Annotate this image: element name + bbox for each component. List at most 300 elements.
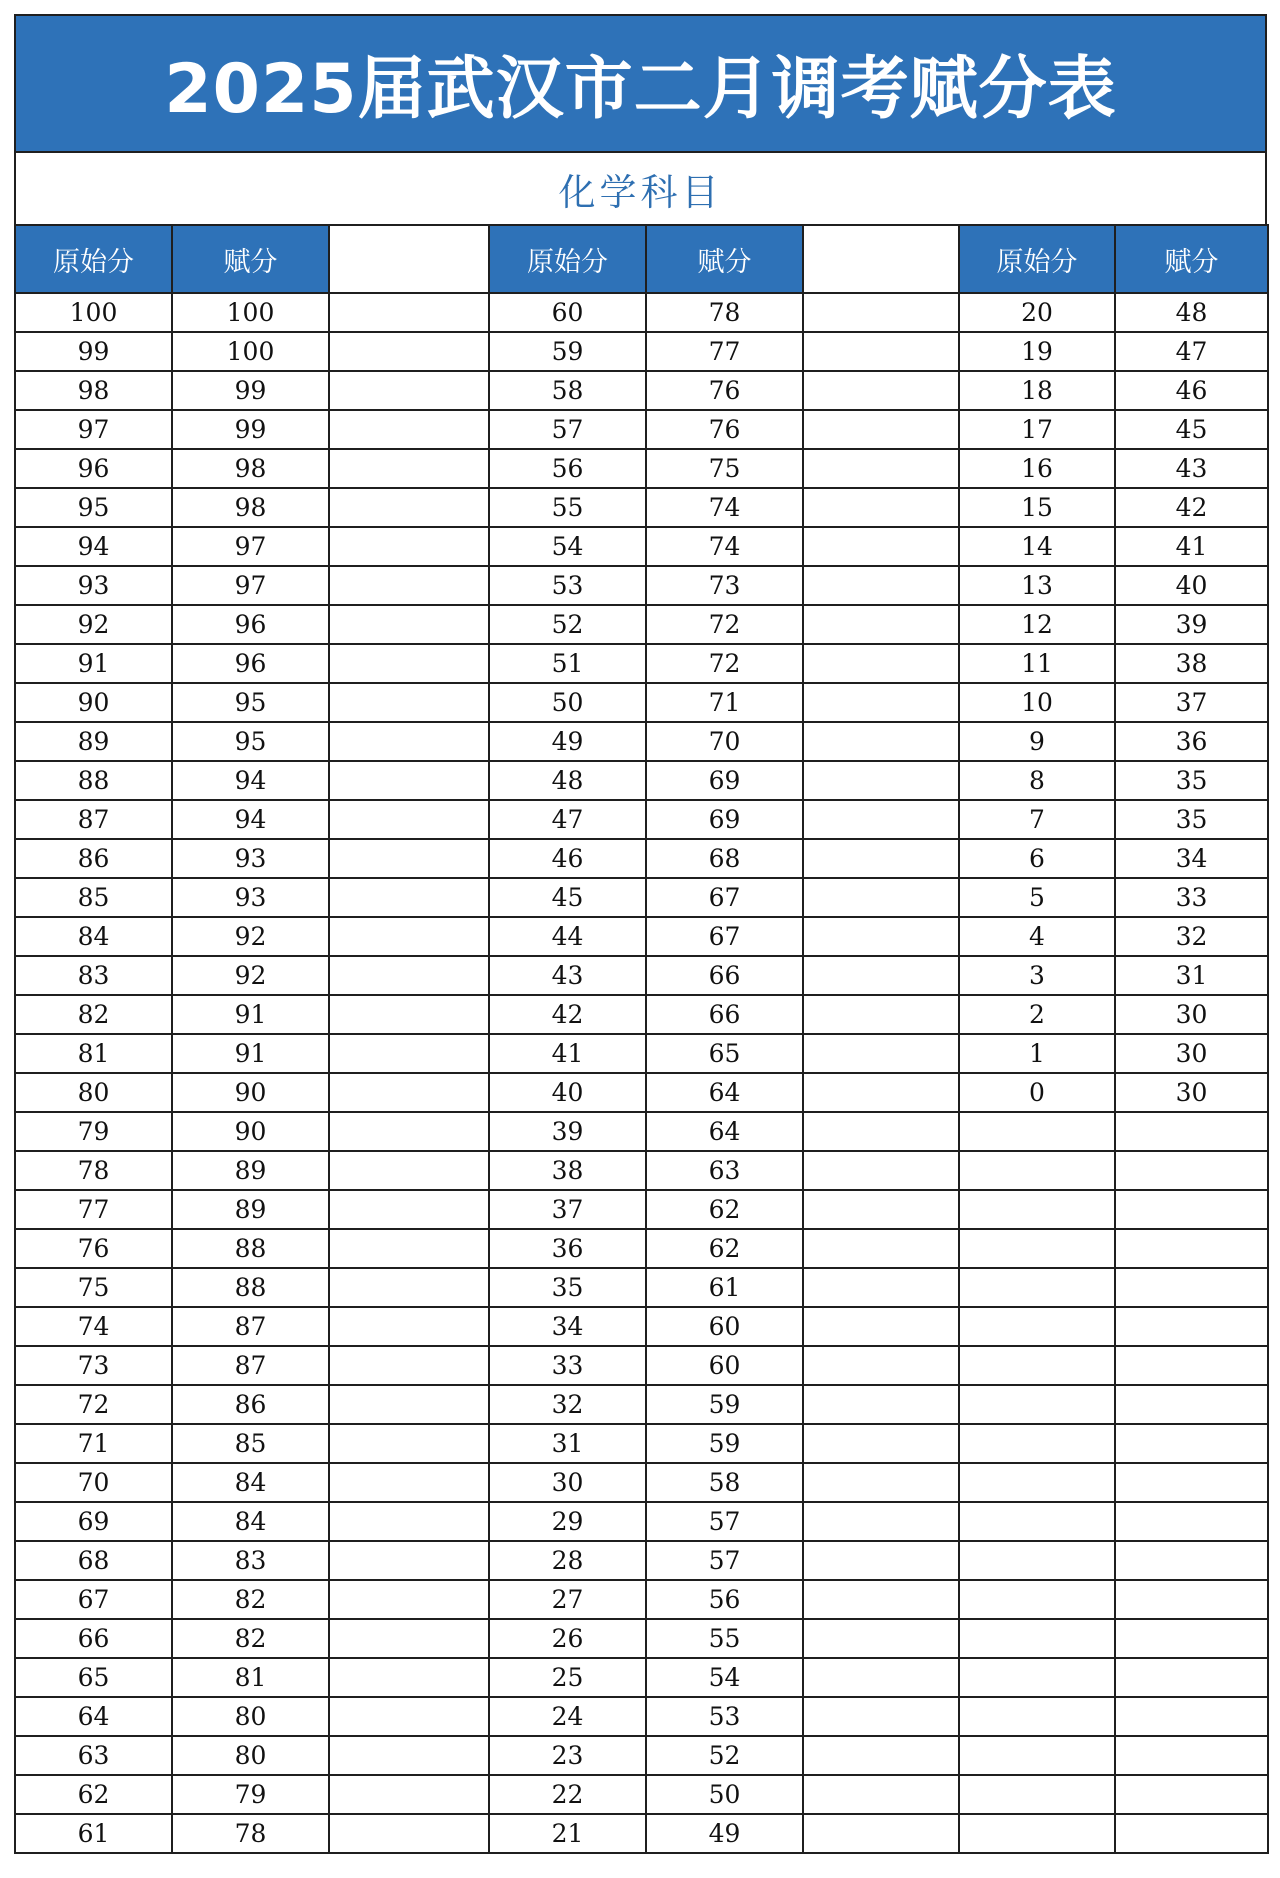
scaled-score-cell: 41 xyxy=(1115,527,1268,566)
spacer-cell xyxy=(803,1268,959,1307)
raw-score-cell: 28 xyxy=(489,1541,646,1580)
spacer-cell xyxy=(329,1541,489,1580)
table-row xyxy=(15,1541,1268,1580)
scaled-score-cell: 30 xyxy=(1115,995,1268,1034)
scaled-score-cell: 94 xyxy=(172,800,329,839)
raw-score-cell xyxy=(959,1736,1115,1775)
raw-score-cell: 39 xyxy=(489,1112,646,1151)
spacer-cell xyxy=(803,1736,959,1775)
raw-score-cell: 35 xyxy=(489,1268,646,1307)
spacer-cell xyxy=(803,1385,959,1424)
spacer-cell xyxy=(803,1424,959,1463)
scaled-score-cell: 52 xyxy=(646,1736,803,1775)
scaled-score-cell: 66 xyxy=(646,956,803,995)
raw-score-cell: 48 xyxy=(489,761,646,800)
scaled-score-cell: 50 xyxy=(646,1775,803,1814)
spacer-cell xyxy=(329,1229,489,1268)
scaled-score-cell: 74 xyxy=(646,488,803,527)
scaled-score-cell xyxy=(1115,1424,1268,1463)
raw-score-cell: 34 xyxy=(489,1307,646,1346)
table-row xyxy=(15,1112,1268,1151)
raw-score-cell: 9 xyxy=(959,722,1115,761)
spacer-cell xyxy=(329,1463,489,1502)
raw-score-cell xyxy=(959,1697,1115,1736)
table-row xyxy=(15,332,1268,371)
scaled-score-cell: 64 xyxy=(646,1073,803,1112)
spacer-cell xyxy=(329,1268,489,1307)
scaled-score-cell: 35 xyxy=(1115,800,1268,839)
spacer-cell xyxy=(329,1775,489,1814)
raw-score-cell: 83 xyxy=(15,956,172,995)
spacer-cell xyxy=(329,1658,489,1697)
table-row xyxy=(15,1658,1268,1697)
scaled-score-cell: 60 xyxy=(646,1307,803,1346)
scaled-score-cell xyxy=(1115,1580,1268,1619)
spacer-cell xyxy=(803,1073,959,1112)
scaled-score-cell: 97 xyxy=(172,527,329,566)
raw-score-cell: 37 xyxy=(489,1190,646,1229)
raw-score-cell: 31 xyxy=(489,1424,646,1463)
scaled-score-cell: 55 xyxy=(646,1619,803,1658)
scaled-score-cell: 99 xyxy=(172,410,329,449)
scaled-score-cell: 82 xyxy=(172,1619,329,1658)
scaled-score-cell: 78 xyxy=(172,1814,329,1853)
scaled-score-cell: 67 xyxy=(646,917,803,956)
raw-score-cell: 59 xyxy=(489,332,646,371)
spacer-cell xyxy=(329,1580,489,1619)
spacer-cell xyxy=(803,722,959,761)
scaled-score-cell: 90 xyxy=(172,1073,329,1112)
spacer-cell xyxy=(803,527,959,566)
raw-score-cell xyxy=(959,1424,1115,1463)
spacer-cell xyxy=(803,800,959,839)
scaled-score-cell: 43 xyxy=(1115,449,1268,488)
scaled-score-cell xyxy=(1115,1112,1268,1151)
scaled-score-cell: 88 xyxy=(172,1268,329,1307)
raw-score-cell: 74 xyxy=(15,1307,172,1346)
spacer-cell xyxy=(803,1190,959,1229)
spacer-cell xyxy=(329,1346,489,1385)
raw-score-cell xyxy=(959,1658,1115,1697)
raw-score-cell xyxy=(959,1619,1115,1658)
table-row xyxy=(15,1346,1268,1385)
raw-score-cell: 32 xyxy=(489,1385,646,1424)
table-row xyxy=(15,1424,1268,1463)
raw-score-cell xyxy=(959,1385,1115,1424)
raw-score-cell: 36 xyxy=(489,1229,646,1268)
table-row xyxy=(15,1073,1268,1112)
raw-score-cell: 51 xyxy=(489,644,646,683)
scaled-score-cell xyxy=(1115,1658,1268,1697)
scaled-score-cell: 86 xyxy=(172,1385,329,1424)
scaled-score-cell: 90 xyxy=(172,1112,329,1151)
subject-row xyxy=(14,153,1267,225)
raw-score-cell xyxy=(959,1580,1115,1619)
raw-score-cell: 57 xyxy=(489,410,646,449)
scaled-score-cell: 33 xyxy=(1115,878,1268,917)
spacer-cell xyxy=(329,566,489,605)
spacer-cell xyxy=(803,1775,959,1814)
scaled-score-cell: 62 xyxy=(646,1190,803,1229)
scaled-score-cell: 70 xyxy=(646,722,803,761)
table-row xyxy=(15,1619,1268,1658)
scaled-score-cell xyxy=(1115,1814,1268,1853)
table-row xyxy=(15,1307,1268,1346)
table-row xyxy=(15,1385,1268,1424)
scaled-score-cell: 54 xyxy=(646,1658,803,1697)
spacer-cell xyxy=(329,956,489,995)
scaled-score-cell: 47 xyxy=(1115,332,1268,371)
raw-score-cell: 88 xyxy=(15,761,172,800)
header-raw-score-1: 原始分 xyxy=(15,225,172,293)
table-row xyxy=(15,1229,1268,1268)
scaled-score-cell: 60 xyxy=(646,1346,803,1385)
spacer-cell xyxy=(803,1658,959,1697)
raw-score-cell: 14 xyxy=(959,527,1115,566)
spacer-cell xyxy=(329,1151,489,1190)
spacer-cell xyxy=(803,1619,959,1658)
scaled-score-cell: 92 xyxy=(172,956,329,995)
table-row xyxy=(15,800,1268,839)
spacer-cell xyxy=(329,1385,489,1424)
raw-score-cell: 82 xyxy=(15,995,172,1034)
raw-score-cell: 56 xyxy=(489,449,646,488)
spacer-cell xyxy=(329,761,489,800)
raw-score-cell: 60 xyxy=(489,293,646,332)
scaled-score-cell: 98 xyxy=(172,449,329,488)
header-scaled-score-3: 赋分 xyxy=(1115,225,1268,293)
scaled-score-cell xyxy=(1115,1307,1268,1346)
spacer-cell xyxy=(803,332,959,371)
scaled-score-cell: 57 xyxy=(646,1502,803,1541)
scaled-score-cell: 59 xyxy=(646,1385,803,1424)
raw-score-cell: 58 xyxy=(489,371,646,410)
scaled-score-cell: 85 xyxy=(172,1424,329,1463)
raw-score-cell: 25 xyxy=(489,1658,646,1697)
spacer-cell xyxy=(329,293,489,332)
spacer-cell xyxy=(329,332,489,371)
scaled-score-cell xyxy=(1115,1697,1268,1736)
scaled-score-cell: 100 xyxy=(172,332,329,371)
scaled-score-cell: 72 xyxy=(646,644,803,683)
scaled-score-cell: 89 xyxy=(172,1190,329,1229)
spacer-cell xyxy=(329,527,489,566)
scaled-score-cell: 76 xyxy=(646,410,803,449)
scaled-score-cell: 77 xyxy=(646,332,803,371)
raw-score-cell: 11 xyxy=(959,644,1115,683)
scaled-score-cell: 42 xyxy=(1115,488,1268,527)
scaled-score-cell: 100 xyxy=(172,293,329,332)
scaled-score-cell xyxy=(1115,1151,1268,1190)
raw-score-cell: 44 xyxy=(489,917,646,956)
spacer-cell xyxy=(329,449,489,488)
raw-score-cell: 47 xyxy=(489,800,646,839)
raw-score-cell: 8 xyxy=(959,761,1115,800)
scaled-score-cell: 30 xyxy=(1115,1073,1268,1112)
spacer-cell xyxy=(329,1619,489,1658)
spacer-cell xyxy=(803,1463,959,1502)
header-raw-score-3: 原始分 xyxy=(959,225,1115,293)
raw-score-cell: 23 xyxy=(489,1736,646,1775)
spacer-cell xyxy=(803,644,959,683)
raw-score-cell: 73 xyxy=(15,1346,172,1385)
raw-score-cell: 84 xyxy=(15,917,172,956)
spacer-cell xyxy=(803,839,959,878)
scaled-score-cell: 40 xyxy=(1115,566,1268,605)
scaled-score-cell: 94 xyxy=(172,761,329,800)
raw-score-cell: 30 xyxy=(489,1463,646,1502)
scaled-score-cell: 73 xyxy=(646,566,803,605)
table-row xyxy=(15,1034,1268,1073)
table-row xyxy=(15,293,1268,332)
raw-score-cell: 97 xyxy=(15,410,172,449)
scaled-score-cell: 53 xyxy=(646,1697,803,1736)
spacer-cell xyxy=(803,761,959,800)
raw-score-cell: 86 xyxy=(15,839,172,878)
raw-score-cell: 17 xyxy=(959,410,1115,449)
raw-score-cell: 27 xyxy=(489,1580,646,1619)
subject-title: 化学科目 xyxy=(558,171,723,214)
scaled-score-cell: 96 xyxy=(172,644,329,683)
table-row xyxy=(15,488,1268,527)
table-row xyxy=(15,1151,1268,1190)
scaled-score-cell: 74 xyxy=(646,527,803,566)
scaled-score-cell: 97 xyxy=(172,566,329,605)
raw-score-cell: 2 xyxy=(959,995,1115,1034)
scaled-score-cell: 37 xyxy=(1115,683,1268,722)
raw-score-cell: 20 xyxy=(959,293,1115,332)
spacer-cell xyxy=(329,605,489,644)
raw-score-cell: 22 xyxy=(489,1775,646,1814)
raw-score-cell: 100 xyxy=(15,293,172,332)
raw-score-cell: 98 xyxy=(15,371,172,410)
scaled-score-cell: 81 xyxy=(172,1658,329,1697)
table-row xyxy=(15,1775,1268,1814)
raw-score-cell: 40 xyxy=(489,1073,646,1112)
header-spacer-2 xyxy=(803,225,959,293)
raw-score-cell xyxy=(959,1502,1115,1541)
scaled-score-cell: 66 xyxy=(646,995,803,1034)
title-banner xyxy=(14,14,1267,153)
raw-score-cell: 68 xyxy=(15,1541,172,1580)
scaled-score-cell: 67 xyxy=(646,878,803,917)
raw-score-cell: 79 xyxy=(15,1112,172,1151)
scaled-score-cell: 61 xyxy=(646,1268,803,1307)
spacer-cell xyxy=(803,1229,959,1268)
scaled-score-cell: 88 xyxy=(172,1229,329,1268)
spacer-cell xyxy=(329,1502,489,1541)
spacer-cell xyxy=(803,293,959,332)
scaled-score-cell xyxy=(1115,1229,1268,1268)
table-row xyxy=(15,1814,1268,1853)
spacer-cell xyxy=(329,683,489,722)
scaled-score-cell: 78 xyxy=(646,293,803,332)
table-row xyxy=(15,722,1268,761)
raw-score-cell: 1 xyxy=(959,1034,1115,1073)
raw-score-cell xyxy=(959,1151,1115,1190)
table-row xyxy=(15,1268,1268,1307)
score-table xyxy=(14,224,1269,1854)
spacer-cell xyxy=(329,1697,489,1736)
spacer-cell xyxy=(329,839,489,878)
scaled-score-cell: 39 xyxy=(1115,605,1268,644)
spacer-cell xyxy=(803,1034,959,1073)
header-spacer-1 xyxy=(329,225,489,293)
spacer-cell xyxy=(803,1151,959,1190)
table-row xyxy=(15,1190,1268,1229)
page-title: 2025届武汉市二月调考赋分表 xyxy=(164,50,1117,129)
spacer-cell xyxy=(803,1580,959,1619)
scaled-score-cell: 96 xyxy=(172,605,329,644)
spacer-cell xyxy=(329,722,489,761)
raw-score-cell: 49 xyxy=(489,722,646,761)
raw-score-cell: 0 xyxy=(959,1073,1115,1112)
scaled-score-cell xyxy=(1115,1502,1268,1541)
raw-score-cell: 38 xyxy=(489,1151,646,1190)
scaled-score-cell: 49 xyxy=(646,1814,803,1853)
raw-score-cell: 13 xyxy=(959,566,1115,605)
scaled-score-cell: 72 xyxy=(646,605,803,644)
raw-score-cell xyxy=(959,1814,1115,1853)
spacer-cell xyxy=(803,683,959,722)
spacer-cell xyxy=(329,1190,489,1229)
scaled-score-cell xyxy=(1115,1541,1268,1580)
raw-score-cell xyxy=(959,1346,1115,1385)
scaled-score-cell: 92 xyxy=(172,917,329,956)
scaled-score-cell xyxy=(1115,1736,1268,1775)
raw-score-cell: 95 xyxy=(15,488,172,527)
score-table-body xyxy=(15,293,1268,1853)
table-row xyxy=(15,995,1268,1034)
table-row xyxy=(15,605,1268,644)
raw-score-cell: 21 xyxy=(489,1814,646,1853)
spacer-cell xyxy=(329,1034,489,1073)
scaled-score-cell: 31 xyxy=(1115,956,1268,995)
spacer-cell xyxy=(329,1736,489,1775)
raw-score-cell: 50 xyxy=(489,683,646,722)
scaled-score-cell: 98 xyxy=(172,488,329,527)
spacer-cell xyxy=(329,1112,489,1151)
scaled-score-cell: 58 xyxy=(646,1463,803,1502)
raw-score-cell xyxy=(959,1307,1115,1346)
spacer-cell xyxy=(803,995,959,1034)
spacer-cell xyxy=(803,449,959,488)
scaled-score-cell xyxy=(1115,1385,1268,1424)
scaled-score-cell: 57 xyxy=(646,1541,803,1580)
raw-score-cell: 42 xyxy=(489,995,646,1034)
spacer-cell xyxy=(329,917,489,956)
scaled-score-cell: 30 xyxy=(1115,1034,1268,1073)
spacer-cell xyxy=(803,1541,959,1580)
raw-score-cell: 54 xyxy=(489,527,646,566)
scaled-score-cell: 89 xyxy=(172,1151,329,1190)
scaled-score-cell: 56 xyxy=(646,1580,803,1619)
header-scaled-score-2: 赋分 xyxy=(646,225,803,293)
table-row xyxy=(15,1502,1268,1541)
raw-score-cell xyxy=(959,1112,1115,1151)
raw-score-cell: 19 xyxy=(959,332,1115,371)
table-row xyxy=(15,410,1268,449)
raw-score-cell: 67 xyxy=(15,1580,172,1619)
raw-score-cell: 53 xyxy=(489,566,646,605)
spacer-cell xyxy=(329,1424,489,1463)
raw-score-cell: 71 xyxy=(15,1424,172,1463)
scaled-score-cell: 45 xyxy=(1115,410,1268,449)
scaled-score-cell: 63 xyxy=(646,1151,803,1190)
scaled-score-cell: 71 xyxy=(646,683,803,722)
scaled-score-cell: 99 xyxy=(172,371,329,410)
header-scaled-score-1: 赋分 xyxy=(172,225,329,293)
raw-score-cell: 76 xyxy=(15,1229,172,1268)
spacer-cell xyxy=(803,1346,959,1385)
raw-score-cell: 4 xyxy=(959,917,1115,956)
raw-score-cell: 18 xyxy=(959,371,1115,410)
raw-score-cell: 69 xyxy=(15,1502,172,1541)
raw-score-cell: 63 xyxy=(15,1736,172,1775)
table-row xyxy=(15,566,1268,605)
table-row xyxy=(15,527,1268,566)
scaled-score-cell xyxy=(1115,1268,1268,1307)
raw-score-cell: 52 xyxy=(489,605,646,644)
raw-score-cell xyxy=(959,1463,1115,1502)
table-row xyxy=(15,371,1268,410)
raw-score-cell: 41 xyxy=(489,1034,646,1073)
raw-score-cell xyxy=(959,1775,1115,1814)
scaled-score-cell: 80 xyxy=(172,1697,329,1736)
scaled-score-cell: 59 xyxy=(646,1424,803,1463)
scaled-score-cell: 35 xyxy=(1115,761,1268,800)
scaled-score-cell: 75 xyxy=(646,449,803,488)
header-row xyxy=(15,225,1268,293)
raw-score-cell: 75 xyxy=(15,1268,172,1307)
raw-score-cell: 90 xyxy=(15,683,172,722)
table-row xyxy=(15,1736,1268,1775)
scaled-score-cell: 87 xyxy=(172,1307,329,1346)
table-row xyxy=(15,917,1268,956)
scaled-score-cell xyxy=(1115,1346,1268,1385)
scaled-score-cell: 84 xyxy=(172,1502,329,1541)
spacer-cell xyxy=(329,878,489,917)
raw-score-cell: 80 xyxy=(15,1073,172,1112)
spacer-cell xyxy=(329,488,489,527)
scaled-score-cell: 32 xyxy=(1115,917,1268,956)
spacer-cell xyxy=(803,488,959,527)
scaled-score-cell: 64 xyxy=(646,1112,803,1151)
scaled-score-cell: 76 xyxy=(646,371,803,410)
raw-score-cell: 26 xyxy=(489,1619,646,1658)
raw-score-cell: 62 xyxy=(15,1775,172,1814)
raw-score-cell xyxy=(959,1268,1115,1307)
spacer-cell xyxy=(803,878,959,917)
raw-score-cell: 81 xyxy=(15,1034,172,1073)
raw-score-cell: 29 xyxy=(489,1502,646,1541)
scaled-score-cell: 95 xyxy=(172,683,329,722)
spacer-cell xyxy=(329,995,489,1034)
raw-score-cell: 6 xyxy=(959,839,1115,878)
table-row xyxy=(15,956,1268,995)
raw-score-cell: 96 xyxy=(15,449,172,488)
raw-score-cell: 77 xyxy=(15,1190,172,1229)
spacer-cell xyxy=(329,1307,489,1346)
raw-score-cell: 16 xyxy=(959,449,1115,488)
raw-score-cell: 94 xyxy=(15,527,172,566)
scaled-score-cell: 83 xyxy=(172,1541,329,1580)
spacer-cell xyxy=(329,410,489,449)
table-row xyxy=(15,1697,1268,1736)
scaled-score-cell: 69 xyxy=(646,800,803,839)
table-row xyxy=(15,839,1268,878)
spacer-cell xyxy=(803,1814,959,1853)
